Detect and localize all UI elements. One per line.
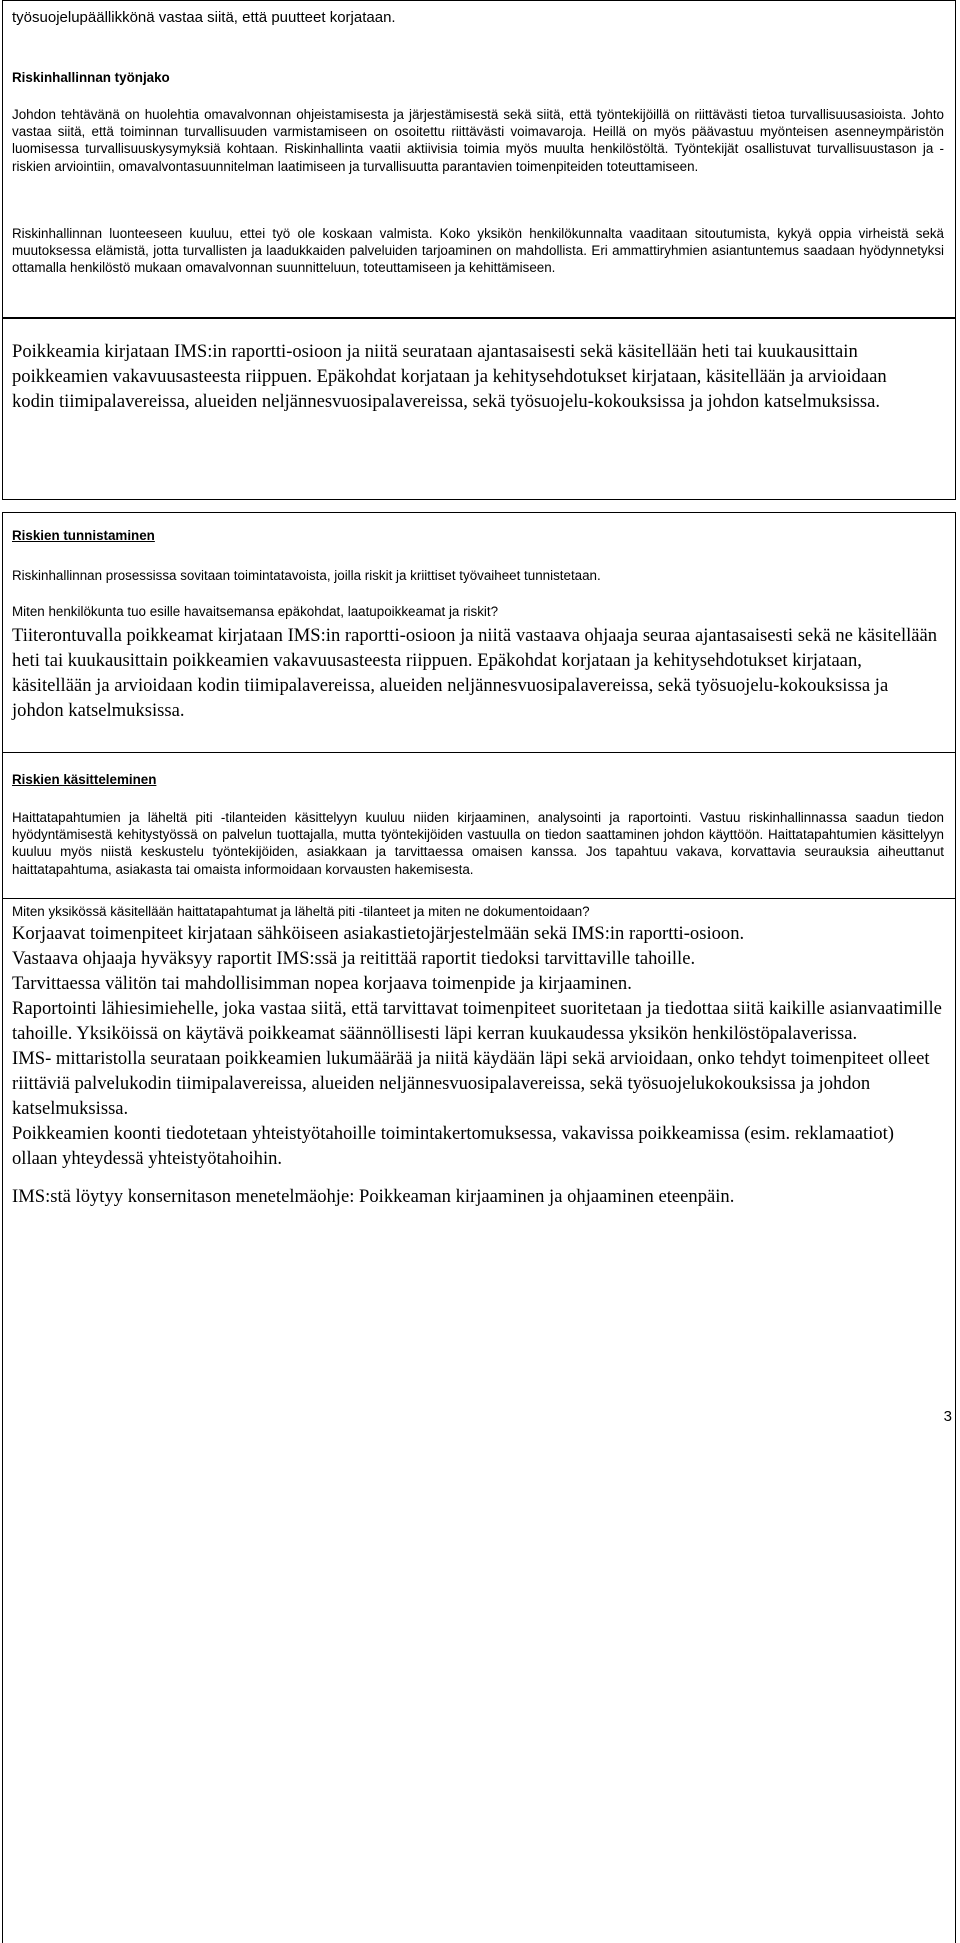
paragraph: Riskinhallinnan prosessissa sovitaan toimintatavoista, joilla riskit ja kriittiset työvaiheet tunnistetaan.	[12, 568, 601, 583]
section-risk-identification	[2, 512, 956, 1943]
page-number: 3	[943, 1408, 952, 1425]
section-heading: Riskinhallinnan työnjako	[12, 70, 170, 85]
answer-line: Korjaavat toimenpiteet kirjataan sähköiseen asiakastietojärjestelmään sekä IMS:in raportti-osioon.	[12, 923, 745, 944]
intro-text: työsuojelupäällikkönä vastaa siitä, että puutteet korjataan.	[12, 9, 396, 26]
paragraph: Riskinhallinnan luonteeseen kuuluu, ettei työ ole koskaan valmista. Koko yksikön henkilökunnalta vaaditaan sitoutumista, kykyä oppia virheistä sekä muutoksessa elämistä, jotta turvallisten ja laadukkaiden palveluiden tarjoaminen on mahdollista. Eri ammattiryhmien asiantuntemus saadaan hyödynnetyksi ottamalla henkilöstö mukaan omavalvonnan suunnitteluun, toteuttamiseen ja kehittämiseen.	[12, 226, 944, 276]
answer-line: Tarvittaessa välitön tai mahdollisimman nopea korjaava toimenpide ja kirjaaminen.	[12, 973, 632, 994]
answer-list	[12, 921, 944, 1209]
answer-line: Raportointi lähiesimiehelle, joka vastaa siitä, että tarvittavat toimenpiteet suoritetaan ja tiedottaa siitä kaikille asianvaatimille tahoille. Yksiköissä on käytävä poikkeamat säännöllisesti läpi kerran kuukaudessa yksikön henkilöstöpalaverissa.	[12, 998, 942, 1044]
answer-line: IMS- mittaristolla seurataan poikkeamien lukumäärää ja niitä käydään läpi sekä arvioidaan, onko tehdyt toimenpiteet olleet riittäviä palvelukodin tiimipalavereissa, alueiden neljännesvuosipalavereissa, sekä työsuojelukokouksissa ja johdon katselmuksissa.	[12, 1048, 930, 1119]
section-divider	[2, 898, 956, 899]
section-heading: Riskien käsitteleminen	[12, 772, 157, 787]
section-heading: Riskien tunnistaminen	[12, 528, 155, 543]
question-text: Miten yksikössä käsitellään haittatapahtumat ja läheltä piti -tilanteet ja miten ne dokumentoidaan?	[12, 904, 590, 919]
answer-line: IMS:stä löytyy konsernitason menetelmäohje: Poikkeaman kirjaaminen ja ohjaaminen eteenpäin.	[12, 1186, 735, 1207]
section-divider	[2, 752, 956, 753]
paragraph: Poikkeamia kirjataan IMS:in raportti-osioon ja niitä seurataan ajantasaisesti sekä käsitellään heti tai kuukausittain poikkeamien vakavuusasteesta riippuen. Epäkohdat korjataan ja kehitysehdotukset kirjataan, käsitellään ja arvioidaan kodin tiimipalavereissa, alueiden neljännesvuosipalavereissa, sekä työsuojelu-kokouksissa ja johdon katselmuksissa.	[12, 341, 887, 412]
answer-line: Vastaava ohjaaja hyväksyy raportit IMS:ssä ja reitittää raportit tiedoksi tarvittaville tahoille.	[12, 948, 696, 969]
paragraph: Haittatapahtumien ja läheltä piti -tilanteiden käsittelyyn kuuluu niiden kirjaaminen, analysointi ja raportointi. Vastuu riskinhallinnassa saadun tiedon hyödyntämisestä kehitystyössä on palvelun tuottajalla, mutta työntekijöiden vastuulla on tiedon saattaminen johdon käyttöön. Haittatapahtumien käsittelyyn kuuluu myös niistä keskustelu työntekijöiden, asiakkaan ja tarvittaessa omaisen kanssa. Jos tapahtuu vakava, korvattavia seurauksia aiheuttanut haittatapahtuma, asiakasta tai omaista informoidaan korvausten hakemisesta.	[12, 810, 944, 877]
answer-line: Poikkeamien koonti tiedotetaan yhteistyötahoille toimintakertomuksessa, vakavissa poikkeamissa (esim. reklamaatiot) ollaan yhteydessä yhteistyötahoihin.	[12, 1123, 894, 1169]
paragraph: Johdon tehtävänä on huolehtia omavalvonnan ohjeistamisesta ja järjestämisestä sekä siitä, että työntekijöillä on riittävästi tietoa turvallisuusasioista. Johto vastaa siitä, että toiminnan turvallisuuden varmistamiseen on osoitettu riittävästi voimavaroja. Heillä on myös päävastuu myönteisen asenneympäristön luomisessa turvallisuuskysymyksiä kohtaan. Riskinhallinta vaatii aktiivisia toimia myös muulta henkilöstöltä. Työntekijät osallistuvat turvallisuustason ja -riskien arviointiin, omavalvontasuunnitelman laatimiseen ja turvallisuutta parantavien toimenpiteiden toteuttamiseen.	[12, 107, 944, 174]
answer-text: Tiiterontuvalla poikkeamat kirjataan IMS:in raportti-osioon ja niitä vastaava ohjaaja seuraa ajantasaisesti sekä ne käsitellään heti tai kuukausittain poikkeamien vakavuusasteesta riippuen. Epäkohdat korjataan ja kehitysehdotukset kirjataan, käsitellään ja arvioidaan kodin tiimipalavereissa, alueiden neljännesvuosipalavereissa, sekä työsuojelu-kokouksissa ja johdon katselmuksissa.	[12, 625, 938, 721]
section-risk-management-roles	[2, 0, 956, 318]
question-text: Miten henkilökunta tuo esille havaitsemansa epäkohdat, laatupoikkeamat ja riskit?	[12, 604, 499, 619]
section-deviation-handling	[2, 318, 956, 500]
